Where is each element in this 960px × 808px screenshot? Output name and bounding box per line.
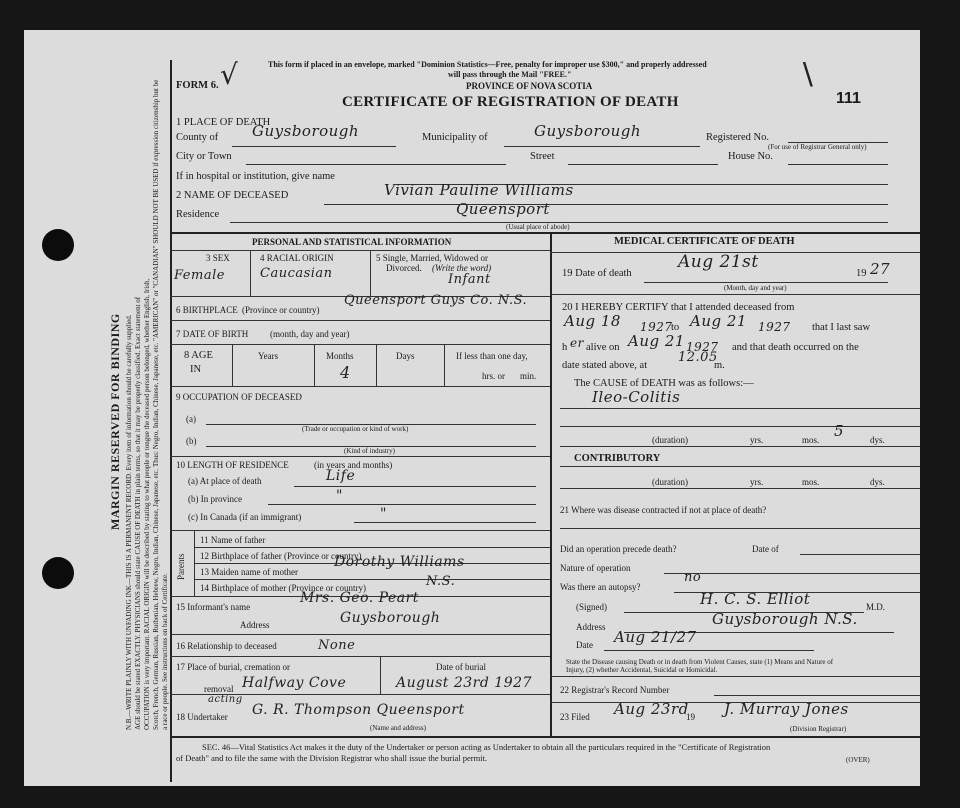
months-label: Months (326, 351, 354, 361)
line (268, 504, 536, 505)
to-date: Aug 21 (690, 312, 747, 330)
relationship-label: 16 Relationship to deceased (176, 641, 277, 651)
date-death-label: 19 Date of death (562, 268, 632, 279)
autopsy-value: no (684, 570, 702, 585)
signed-label: (Signed) (576, 602, 607, 612)
line (170, 530, 550, 531)
to-year: 1927 (758, 320, 791, 334)
cause-label: The CAUSE of DEATH was as follows:— (574, 378, 754, 389)
line (294, 486, 536, 487)
line (314, 344, 315, 386)
mother-birthplace-value: N.S. (426, 574, 456, 589)
house-line (788, 164, 888, 165)
residence-length-note: (in years and months) (314, 460, 393, 470)
at-place-label: (a) At place of death (188, 476, 262, 486)
father-birthplace-label: 12 Birthplace of father (Province or country) (200, 551, 362, 561)
mos-label: mos. (802, 435, 820, 445)
birthplace-value: Queensport Guys Co. N.S. (344, 293, 528, 308)
deceased-label: 2 NAME OF DECEASED (176, 190, 289, 201)
date-death-value: Aug 21st (678, 252, 759, 272)
certificate-title: CERTIFICATE OF REGISTRATION OF DEATH (342, 94, 679, 110)
section-divider (170, 232, 920, 234)
in-canada-value: " (380, 506, 387, 522)
state-disease-note-2: Injury, (2) whether Accidental, Suicidal or Homicidal. (566, 666, 718, 674)
line (800, 554, 920, 555)
year-death-value: 27 (870, 260, 891, 278)
mother-birthplace-label: 14 Birthplace of mother (Province or country) (200, 583, 366, 593)
contributory-mos-label: mos. (802, 477, 820, 487)
line (170, 634, 550, 635)
relationship-value: None (318, 638, 356, 653)
line (664, 573, 920, 574)
occupation-b: (b) (186, 436, 197, 446)
occupation-a: (a) (186, 414, 196, 424)
certify-label: 20 I HEREBY CERTIFY that I attended deceased from (562, 302, 795, 313)
informant-address-value: Guysborough (340, 610, 441, 626)
house-label: House No. (728, 151, 773, 162)
signed-value: H. C. S. Elliot (700, 590, 811, 608)
m-label: m. (714, 360, 725, 371)
occupation-b-note: (Kind of industry) (344, 447, 395, 455)
line (644, 282, 888, 283)
medical-header: MEDICAL CERTIFICATE OF DEATH (614, 236, 795, 247)
line (560, 466, 920, 467)
medical-date-value: Aug 21/27 (614, 628, 697, 646)
occurred-label: and that death occurred on the (732, 342, 859, 353)
hospital-label: If in hospital or institution, give name (176, 171, 335, 182)
county-value: Guysborough (252, 122, 360, 140)
less-than-day-label: If less than one day, (456, 351, 528, 361)
line (370, 250, 371, 296)
city-line (246, 164, 506, 165)
age-in-label: IN (190, 364, 202, 375)
mail-notice: This form if placed in an envelope, marked "Dominion Statistics—Free, penalty for improper use $300," and properly addressed (268, 60, 707, 69)
undertaker-label: 18 Undertaker (176, 712, 228, 722)
residence-value: Queensport (456, 200, 550, 218)
line (550, 676, 920, 677)
acting-value: acting (208, 694, 243, 705)
contributory-label: CONTRIBUTORY (574, 453, 661, 464)
year-prefix: 19 (856, 268, 867, 279)
birthplace-note: (Province or country) (242, 305, 320, 315)
informant-address-label: Address (240, 620, 270, 630)
hrs-label: hrs. or (482, 371, 505, 381)
in-canada-label: (c) In Canada (if an immigrant) (188, 512, 302, 522)
where-contracted-label: 21 Where was disease contracted if not at place of death? (560, 505, 767, 515)
undertaker-note: (Name and address) (370, 724, 426, 732)
last-saw-label: that I last saw (812, 322, 871, 333)
residence-label: Residence (176, 209, 220, 220)
date-stated-label: date stated above, at (562, 360, 648, 371)
residence-note: (Usual place of abode) (506, 223, 570, 231)
line (232, 344, 233, 386)
county-label: County of (176, 132, 219, 143)
medical-address-label: Address (576, 622, 606, 632)
filed-label: 23 Filed (560, 712, 590, 722)
undertaker-value: G. R. Thompson Queensport (252, 702, 465, 718)
place-label: 1 PLACE OF DEATH (176, 117, 271, 128)
province-heading: PROVINCE OF NOVA SCOTIA (466, 81, 593, 91)
date-death-note: (Month, day and year) (724, 284, 787, 292)
marital-value: Infant (448, 272, 491, 287)
line (250, 250, 251, 296)
birthplace-label: 6 BIRTHPLACE (176, 305, 238, 315)
section-divider-bottom (170, 736, 920, 738)
line (550, 294, 920, 295)
min-label: min. (520, 371, 537, 381)
deceased-name: Vivian Pauline Williams (384, 181, 574, 199)
line (560, 528, 920, 529)
deceased-line (324, 204, 888, 205)
father-label: 11 Name of father (200, 535, 266, 545)
days-label: Days (396, 351, 415, 361)
binding-hole-bottom (42, 557, 74, 589)
line (560, 488, 920, 489)
at-place-value: Life (326, 468, 356, 484)
line (354, 522, 536, 523)
medical-address-value: Guysborough N.S. (712, 610, 858, 628)
filed-year: 19 (686, 712, 695, 722)
over-label: (OVER) (846, 756, 870, 764)
line (604, 650, 814, 651)
line (194, 579, 550, 580)
margin-instruction: N.B.—WRITE PLAINLY WITH UNFADING INK—THIS IS A PERMANENT RECORD. Every item of information should be carefully supplied. (125, 314, 133, 730)
from-date: Aug 18 (564, 312, 621, 330)
in-province-value: " (336, 488, 343, 504)
contributory-dys-label: dys. (870, 477, 885, 487)
mail-notice-2: will pass through the Mail "FREE." (448, 70, 572, 79)
line (170, 386, 550, 387)
time-value: 12.05 (678, 350, 718, 365)
line (170, 656, 550, 657)
margin-instruction: Scotch, French, German, Russian, Ruthenian, Hebrew, Negro, Indian, Chinese, Japanese, etc. Thus: Negro, Indian, Chinese, Japanese, etc. "AMERICAN" or "CANADIAN" SHOULD NOT BE USED if expression citizenship but be (152, 79, 160, 730)
registered-label: Registered No. (706, 132, 769, 143)
operation-label: Did an operation precede death? (560, 544, 677, 554)
medical-date-label: Date (576, 640, 593, 650)
sex-label: 3 SEX (206, 253, 230, 263)
residence-length-label: 10 LENGTH OF RESIDENCE (176, 460, 289, 470)
line (444, 344, 445, 386)
h-label: h (562, 342, 568, 353)
municipality-value: Guysborough (534, 122, 642, 140)
margin-instruction: OCCUPATION is very important. RACIAL ORIGIN will be described by stating to what people or tongue the deceased person belonged, whether English, Irish, (143, 278, 151, 730)
form-number: FORM 6. (176, 80, 219, 91)
state-disease-note: State the Disease causing Death or in death from Violent Causes, state (1) Means and Nature of (566, 658, 834, 666)
line (194, 547, 550, 548)
mother-label: 13 Maiden name of mother (200, 567, 298, 577)
contributory-duration-label: (duration) (652, 477, 688, 487)
occupation-label: 9 OCCUPATION OF DECEASED (176, 392, 302, 402)
line (560, 446, 920, 447)
registrar-signature: J. Murray Jones (724, 700, 849, 718)
years-label: Years (258, 351, 279, 361)
certificate-page (24, 30, 920, 786)
certificate-number: 111 (836, 90, 861, 107)
line (714, 695, 920, 696)
age-label: 8 AGE (184, 350, 213, 361)
parents-label: Parents (176, 553, 186, 580)
burial-date-value: August 23rd 1927 (396, 675, 532, 691)
line (170, 456, 550, 457)
burial-date-label: Date of burial (436, 662, 486, 672)
footer-note-2: of Death" and to file the same with the Division Registrar who shall issue the burial permit. (176, 753, 488, 763)
form-left-border (170, 60, 172, 782)
autopsy-label: Was there an autopsy? (560, 582, 641, 592)
racial-label: 4 RACIAL ORIGIN (260, 253, 334, 263)
registrar-number-label: 22 Registrar's Record Number (560, 685, 670, 695)
line (170, 320, 550, 321)
street-line (568, 164, 718, 165)
street-label: Street (530, 151, 555, 162)
margin-instruction: AGE should be stated EXACTLY. PHYSICIANS should state CAUSE OF DEATH in plain terms, so that it may be properly classified. Exact statement of (134, 296, 142, 730)
city-label: City or Town (176, 151, 232, 162)
margin-heading: MARGIN RESERVED FOR BINDING (108, 313, 122, 530)
marital-label: 5 Single, Married, Widowed or (376, 253, 488, 263)
registrar-note: (Division Registrar) (790, 725, 847, 733)
margin-instruction: a race or people. See instructions on back of Certificate. (161, 573, 169, 730)
line (560, 426, 920, 427)
alive-date: Aug 21 (628, 332, 685, 350)
county-line (232, 146, 396, 147)
date-of-label: Date of (752, 544, 779, 554)
months-value: 4 (340, 363, 351, 382)
informant-label: 15 Informant's name (176, 602, 251, 612)
check-mark: √ (220, 58, 239, 91)
dys-label: dys. (870, 435, 885, 445)
binding-hole-top (42, 229, 74, 261)
check-mark-right: ∖ (797, 58, 817, 93)
dob-label: 7 DATE OF BIRTH (176, 329, 249, 339)
sex-value: Female (174, 268, 225, 283)
duration-mos-value: 5 (834, 422, 845, 440)
municipality-label: Municipality of (422, 132, 488, 143)
column-divider (550, 232, 552, 736)
marital-note: (Write the word) (432, 263, 492, 273)
racial-value: Caucasian (260, 266, 333, 281)
cause-value: Ileo-Colitis (592, 388, 681, 406)
registered-note: (For use of Registrar General only) (768, 143, 867, 151)
marital-label-2: Divorced. (386, 263, 422, 273)
from-year: 1927 (640, 320, 673, 334)
burial-label: 17 Place of burial, cremation or (176, 662, 290, 672)
burial-place-value: Halfway Cove (242, 675, 347, 691)
line (380, 656, 381, 694)
alive-year: 1927 (686, 340, 719, 354)
nature-label: Nature of operation (560, 563, 631, 573)
filed-date-value: Aug 23rd (614, 700, 689, 718)
alive-label: alive on (586, 342, 620, 353)
duration-label: (duration) (652, 435, 688, 445)
line (376, 344, 377, 386)
occupation-a-note: (Trade or occupation or kind of work) (302, 425, 409, 433)
her-value: er (570, 336, 584, 350)
informant-value: Mrs. Geo. Peart (300, 590, 419, 606)
dob-note: (month, day and year) (270, 329, 350, 339)
md-label: M.D. (866, 602, 886, 612)
line (170, 344, 550, 345)
to-label: to (671, 322, 680, 333)
municipality-line (504, 146, 700, 147)
in-province-label: (b) In province (188, 494, 242, 504)
yrs-label: yrs. (750, 435, 764, 445)
footer-note: SEC. 46—Vital Statistics Act makes it the duty of the Undertaker or person acting as Undertaker to obtain all the particulars required in the "Certificate of Registration (202, 742, 771, 752)
line (170, 250, 550, 251)
mother-value: Dorothy Williams (334, 554, 465, 570)
line (560, 408, 920, 409)
removal-label: removal (204, 684, 234, 694)
personal-header: PERSONAL AND STATISTICAL INFORMATION (252, 237, 452, 247)
contributory-yrs-label: yrs. (750, 477, 764, 487)
